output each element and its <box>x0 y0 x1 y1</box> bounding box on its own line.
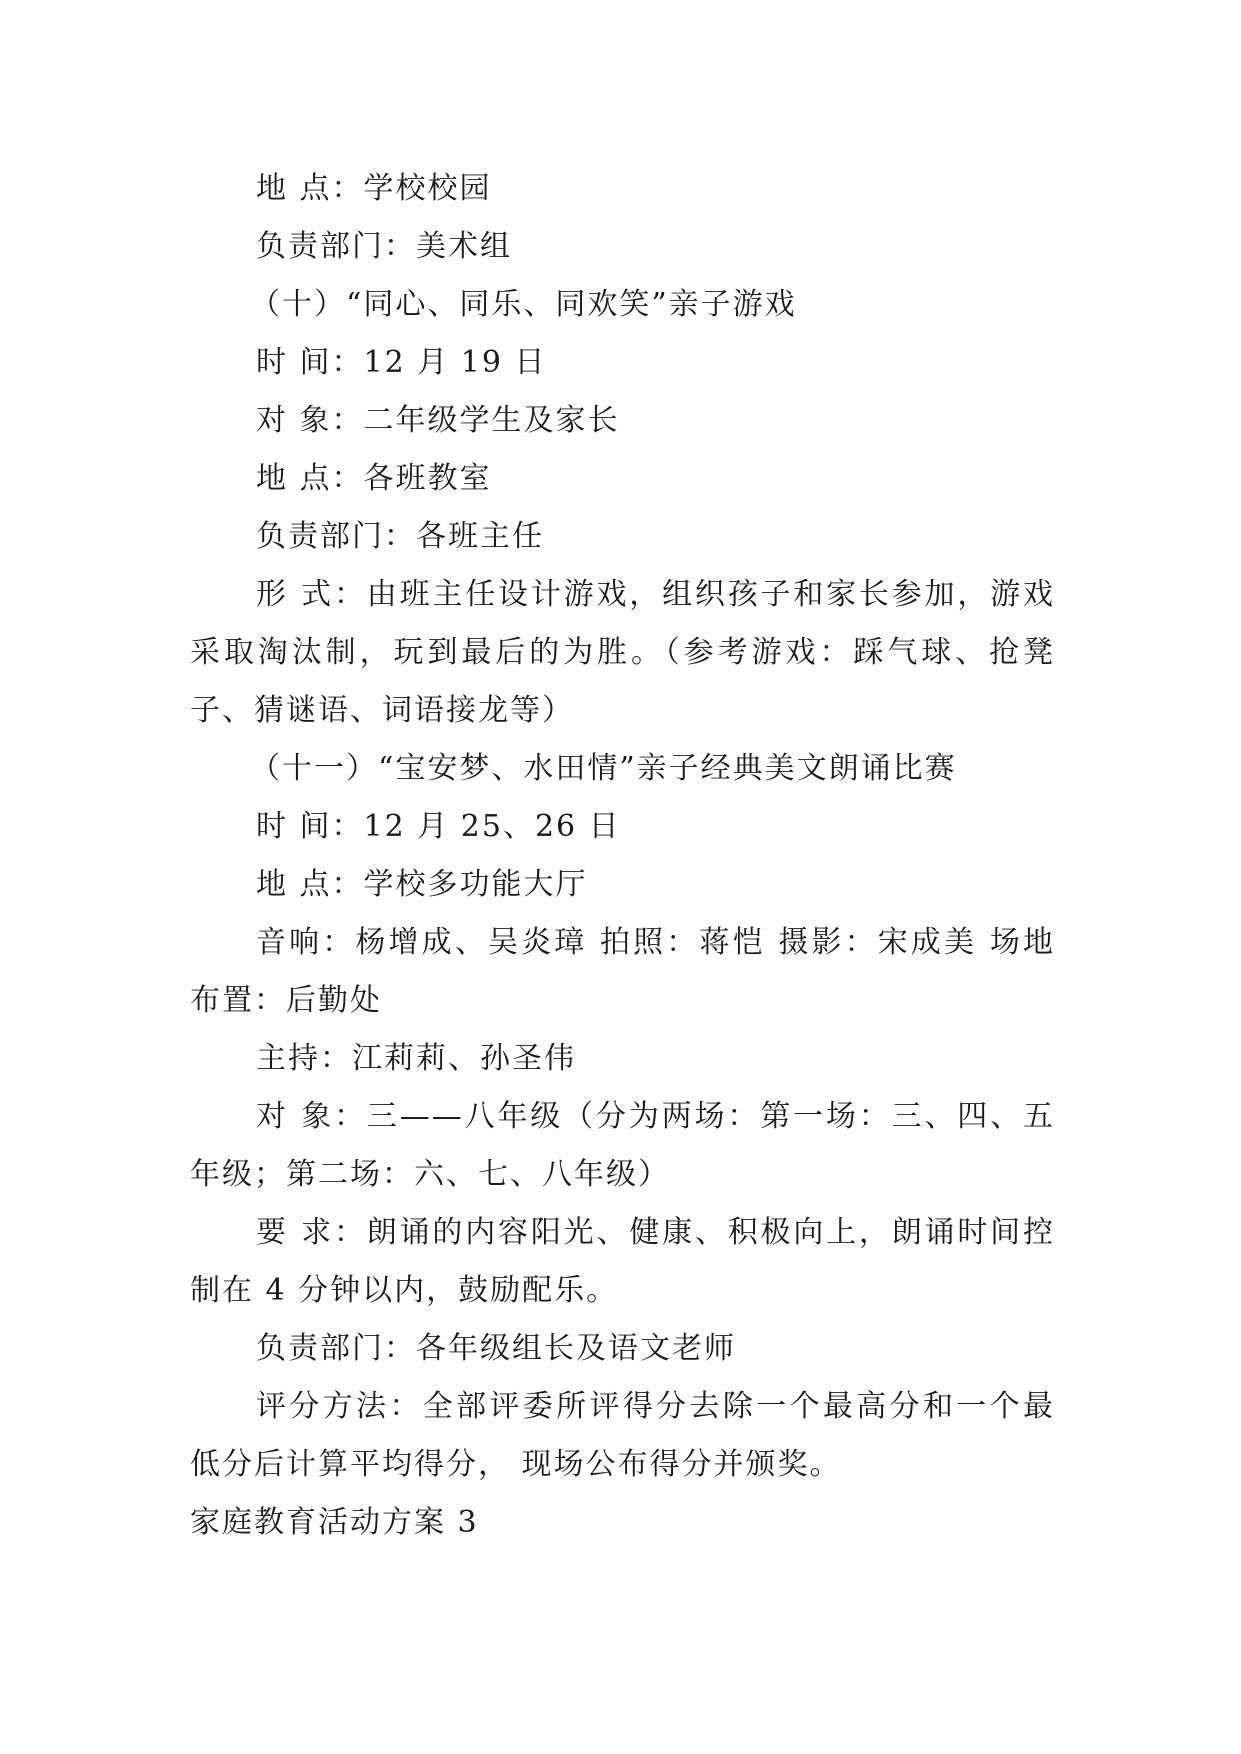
location-line: 地 点：学校校园 <box>256 171 492 206</box>
department-line: 负责部门：各年级组长及语文老师 <box>256 1331 736 1366</box>
section-heading-11: （十一）“宝安梦、水田情”亲子经典美文朗诵比赛 <box>250 751 957 786</box>
document-body <box>190 160 1055 1552</box>
location-line: 地 点：各班教室 <box>256 461 492 496</box>
time-line: 时 间：12 月 19 日 <box>256 345 547 380</box>
host-line: 主持：江莉莉、孙圣伟 <box>256 1041 576 1076</box>
requirements-paragraph: 要 求：朗诵的内容阳光、健康、积极向上，朗诵时间控制在 4 分钟以内，鼓励配乐。 <box>190 1215 1055 1308</box>
audience-paragraph: 对 象：三——八年级（分为两场：第一场：三、四、五年级；第二场：六、七、八年级） <box>190 1099 1055 1192</box>
department-line: 负责部门：各班主任 <box>256 519 544 554</box>
section-heading-10: （十）“同心、同乐、同欢笑”亲子游戏 <box>250 287 797 322</box>
location-line: 地 点：学校多功能大厅 <box>256 867 588 902</box>
department-line: 负责部门：美术组 <box>256 229 512 264</box>
scoring-paragraph: 评分方法：全部评委所评得分去除一个最高分和一个最低分后计算平均得分， 现场公布得分并颁奖。 <box>190 1389 1055 1482</box>
audience-line: 对 象：二年级学生及家长 <box>256 403 620 438</box>
staff-paragraph: 音响：杨增成、吴炎璋 拍照：蒋恺 摄影：宋成美 场地布置：后勤处 <box>190 925 1055 1018</box>
format-paragraph: 形 式：由班主任设计游戏，组织孩子和家长参加，游戏采取淘汰制，玩到最后的为胜。（参考游戏：踩气球、抢凳子、猜谜语、词语接龙等） <box>190 577 1055 728</box>
time-line: 时 间：12 月 25、26 日 <box>256 809 621 844</box>
document-heading: 家庭教育活动方案 3 <box>190 1505 479 1540</box>
